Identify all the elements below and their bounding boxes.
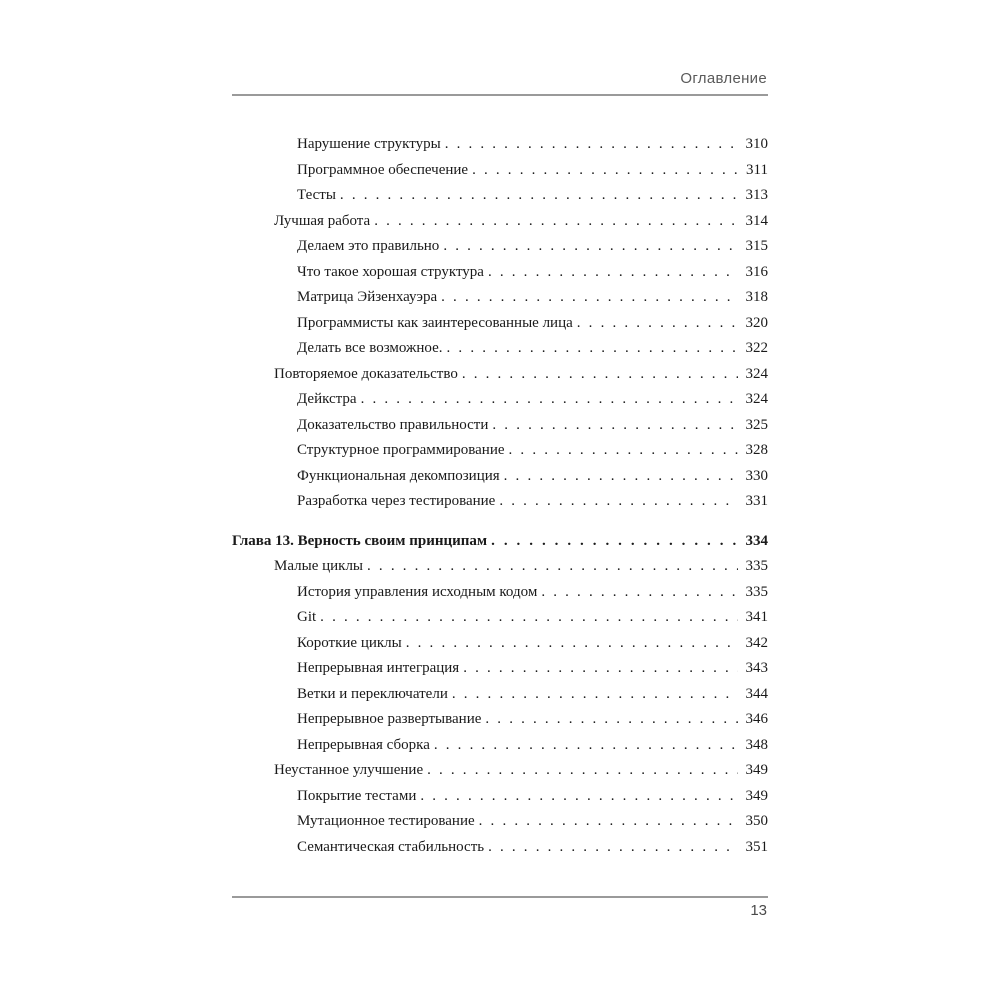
toc-entry-title: Функциональная декомпозиция: [297, 467, 500, 484]
toc-entry-title: Нарушение структуры: [297, 136, 441, 152]
toc-entry-title: Семантическая стабильность: [297, 838, 485, 855]
dot-leader: [367, 554, 738, 580]
dot-leader: [504, 464, 738, 490]
toc-entry-programmers-stakeholders: [232, 311, 768, 337]
toc-entry-page: 350: [745, 813, 768, 829]
toc-entry-page: 320: [745, 314, 768, 331]
toc-entry-page: 313: [745, 187, 768, 203]
dot-leader: [485, 707, 738, 733]
dot-leader: [427, 758, 738, 784]
toc-entry-dijkstra: [232, 387, 768, 413]
toc-entry-git: [232, 605, 768, 631]
toc-entry-title: Что такое хорошая структура: [297, 263, 484, 280]
toc-entry-doing-it-right: [232, 234, 768, 260]
dot-leader: [445, 132, 738, 158]
toc-entry-tdd: [232, 489, 768, 515]
toc-entry-page: 348: [745, 736, 768, 753]
page-number: 13: [750, 902, 767, 919]
toc-entry-small-cycles: [232, 554, 768, 580]
toc-entry-title: Непрерывная сборка: [297, 736, 430, 753]
toc-entry-page: 311: [746, 161, 768, 178]
toc-entry-title: Непрерывное развертывание: [297, 711, 482, 727]
header-rule: [232, 94, 768, 96]
toc-entry-title: Непрерывная интеграция: [297, 660, 460, 676]
toc-entry-page: 335: [745, 558, 768, 574]
toc-entry-title: Матрица Эйзенхауэра: [297, 289, 438, 305]
toc-entry-title: Малые циклы: [274, 558, 364, 574]
toc-chapter-13: [232, 529, 768, 555]
toc-entry-title: Структурное программирование: [297, 442, 505, 458]
toc-entry-page: 325: [745, 416, 768, 433]
toc-entry-page: 318: [745, 289, 768, 305]
toc-entry-page: 315: [745, 238, 768, 254]
table-of-contents: [232, 132, 768, 860]
toc-entry-title: Тесты: [297, 187, 336, 203]
toc-entry-page: 316: [745, 263, 768, 280]
toc-entry-page: 341: [745, 609, 768, 625]
dot-leader: [320, 605, 738, 631]
toc-entry-page: 328: [745, 442, 768, 458]
toc-entry-title: Делать все возможное.: [297, 340, 443, 356]
toc-entry-software: [232, 158, 768, 184]
toc-entry-eisenhower-matrix: [232, 285, 768, 311]
dot-leader: [577, 311, 738, 337]
dot-leader: [479, 809, 738, 835]
toc-entry-semantic-stability: [232, 835, 768, 861]
dot-leader: [488, 835, 738, 861]
dot-leader: [441, 285, 738, 311]
dot-leader: [452, 682, 738, 708]
toc-entry-repeatable-proof: [232, 362, 768, 388]
toc-entry-page: 314: [745, 212, 768, 229]
toc-entry-title: Короткие циклы: [297, 634, 402, 651]
toc-entry-branches-and-toggles: [232, 682, 768, 708]
toc-entry-title: Разработка через тестирование: [297, 493, 496, 509]
toc-entry-functional-decomposition: [232, 464, 768, 490]
toc-entry-continuous-build: [232, 733, 768, 759]
toc-entry-short-cycles: [232, 631, 768, 657]
toc-entry-page: 310: [745, 136, 768, 152]
dot-leader: [447, 336, 738, 362]
toc-entry-page: 349: [745, 762, 768, 778]
toc-entry-page: 346: [745, 711, 768, 727]
toc-entry-best-work: [232, 209, 768, 235]
dot-leader: [406, 631, 738, 657]
toc-entry-title: Git: [297, 609, 317, 625]
dot-leader: [488, 260, 738, 286]
toc-entry-page: 322: [745, 340, 768, 356]
toc-entry-proof-of-correctness: [232, 413, 768, 439]
toc-entry-structured-programming: [232, 438, 768, 464]
toc-entry-title: Покрытие тестами: [297, 787, 417, 804]
dot-leader: [463, 656, 738, 682]
toc-entry-mutation-testing: [232, 809, 768, 835]
toc-entry-title: Программное обеспечение: [297, 161, 469, 178]
toc-entry-title: Делаем это правильно: [297, 238, 440, 254]
toc-entry-page: 324: [745, 391, 768, 407]
toc-chapter-title: Глава 13. Верность своим принципам: [232, 532, 488, 549]
toc-entry-page: 335: [745, 583, 768, 600]
dot-leader: [340, 183, 738, 209]
toc-entry-continuous-deployment: [232, 707, 768, 733]
toc-entry-title: Программисты как заинтересованные лица: [297, 314, 573, 331]
toc-entry-page: 324: [745, 365, 768, 382]
toc-entry-title: Дейкстра: [297, 391, 357, 407]
running-header-title: Оглавление: [680, 70, 767, 87]
toc-entry-good-structure: [232, 260, 768, 286]
toc-entry-title: Лучшая работа: [274, 212, 371, 229]
toc-chapter-page: 334: [745, 532, 768, 549]
dot-leader: [509, 438, 738, 464]
toc-entry-title: Мутационное тестирование: [297, 813, 475, 829]
dot-leader: [472, 158, 738, 184]
toc-entry-structure-violation: [232, 132, 768, 158]
toc-entry-test-coverage: [232, 784, 768, 810]
toc-entry-page: 349: [745, 787, 768, 804]
toc-entry-title: Неустанное улучшение: [274, 762, 424, 778]
toc-entry-title: Повторяемое доказательство: [274, 365, 458, 382]
footer-rule: [232, 896, 768, 898]
dot-leader: [434, 733, 738, 759]
dot-leader: [374, 209, 738, 235]
dot-leader: [443, 234, 738, 260]
toc-entry-page: 344: [745, 685, 768, 702]
dot-leader: [361, 387, 738, 413]
dot-leader: [541, 580, 738, 606]
toc-entry-relentless-improvement: [232, 758, 768, 784]
dot-leader: [491, 529, 738, 555]
toc-entry-do-your-best: [232, 336, 768, 362]
toc-entry-page: 342: [745, 634, 768, 651]
dot-leader: [492, 413, 738, 439]
dot-leader: [499, 489, 738, 515]
dot-leader: [420, 784, 738, 810]
toc-entry-title: Ветки и переключатели: [297, 685, 448, 702]
toc-entry-page: 330: [745, 467, 768, 484]
dot-leader: [462, 362, 738, 388]
toc-entry-source-control-history: [232, 580, 768, 606]
toc-entry-page: 331: [745, 493, 768, 509]
toc-entry-page: 343: [745, 660, 768, 676]
toc-entry-page: 351: [745, 838, 768, 855]
toc-entry-continuous-integration: [232, 656, 768, 682]
toc-entry-title: История управления исходным кодом: [297, 583, 538, 600]
toc-entry-tests: [232, 183, 768, 209]
toc-entry-title: Доказательство правильности: [297, 416, 489, 433]
